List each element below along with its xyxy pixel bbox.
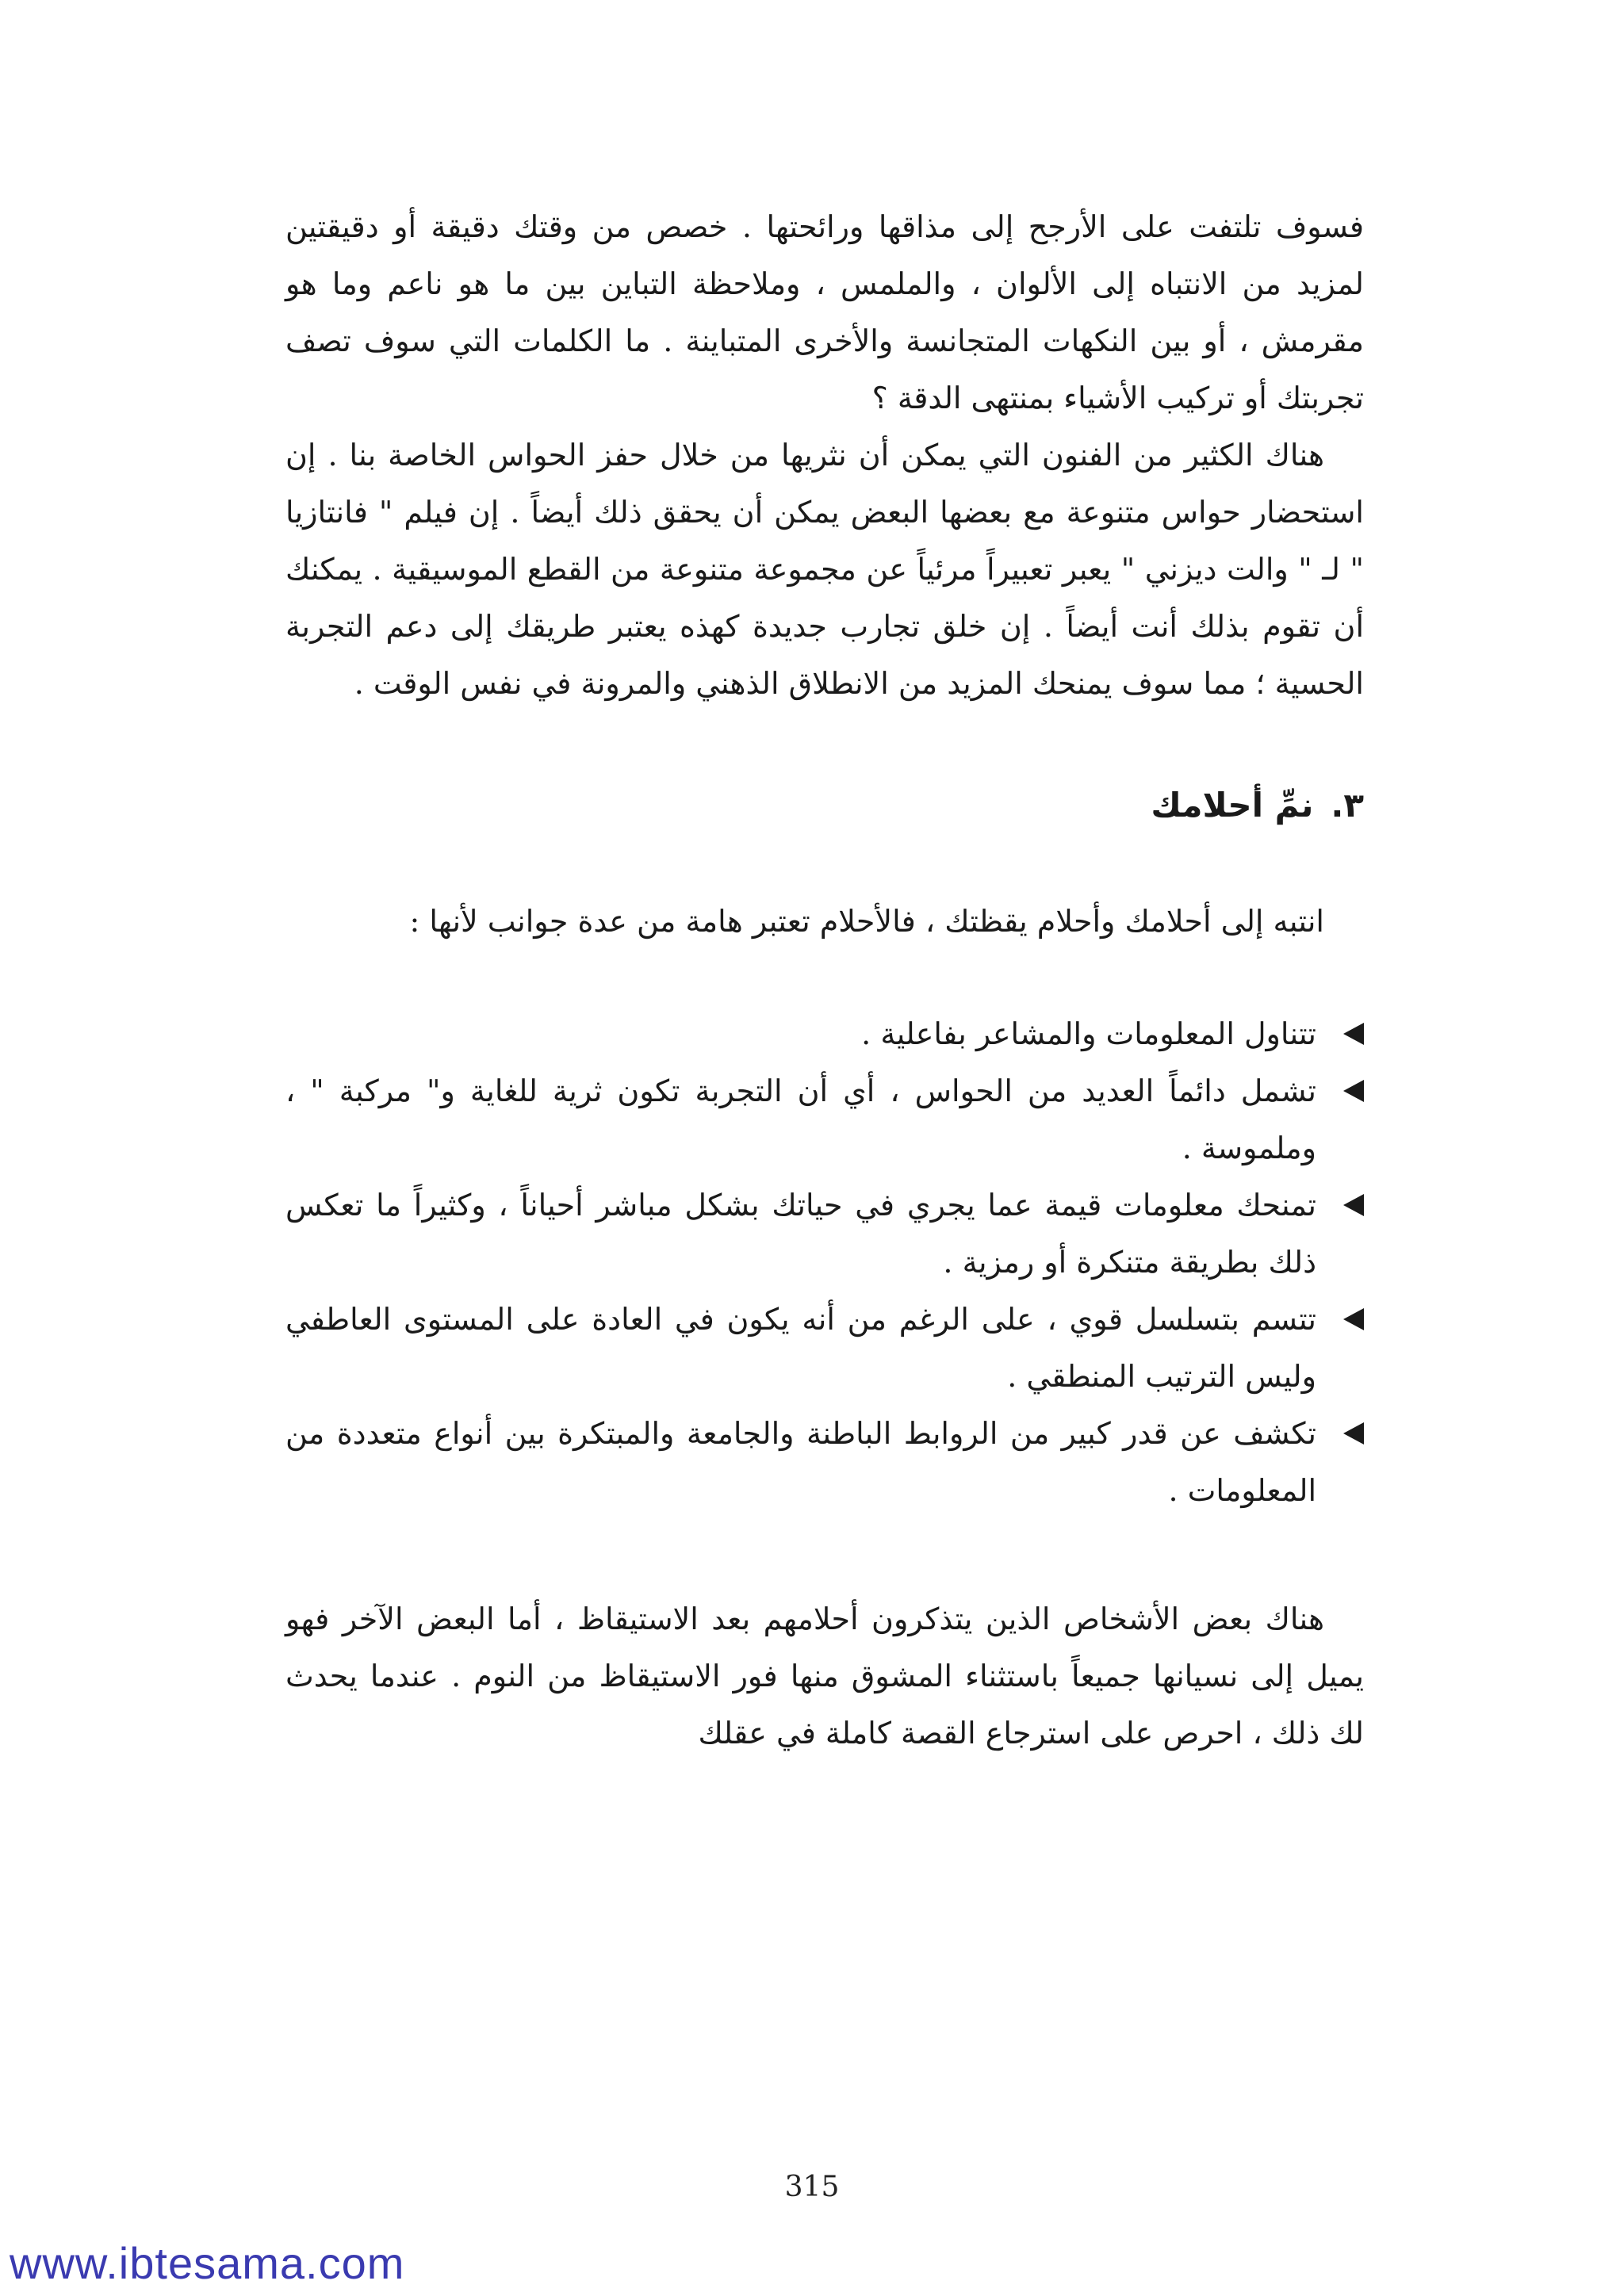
section-intro: انتبه إلى أحلامك وأحلام يقظتك ، فالأحلام تعتبر هامة من عدة جوانب لأنها : (409, 904, 1324, 939)
list-item (285, 1005, 1364, 1062)
left-pointing-triangle-icon (1316, 1405, 1364, 1462)
list-item (285, 1177, 1364, 1291)
left-pointing-triangle-icon (1316, 1005, 1364, 1062)
section-heading (285, 782, 1364, 829)
section-title: نمِّ أحلامك (1151, 786, 1314, 825)
left-pointing-triangle-icon (1316, 1177, 1364, 1234)
section-number: ٣. (1331, 786, 1364, 825)
paragraph-remembering-dreams: هناك بعض الأشخاص الذين يتذكرون أحلامهم بعد الاستيقاظ ، أما البعض الآخر فهو يميل إلى نسيانها جميعاً باستثناء المشوق منها فور الاستيقاظ من النوم . عندما يحدث لك ذلك ، احرص على استرجاع القصة كاملة في عقلك (285, 1601, 1364, 1751)
list-item-text: تمنحك معلومات قيمة عما يجري في حياتك بشكل مباشر أحياناً ، وكثيراً ما تعكس ذلك بطريقة متنكرة أو رمزية . (285, 1188, 1316, 1280)
watermark-url: www.ibtesama.com (10, 2238, 405, 2288)
list-item (285, 1405, 1364, 1519)
left-pointing-triangle-icon (1316, 1062, 1364, 1119)
paragraph-arts-senses: هناك الكثير من الفنون التي يمكن أن نثريها من خلال حفز الحواس الخاصة بنا . إن استحضار حواس متنوعة مع بعضها البعض يمكن أن يحقق ذلك أيضاً . إن فيلم " فانتازيا " لـ " والت ديزني " يعبر تعبيراً مرئياً عن مجموعة متنوعة من القطع الموسيقية . يمكنك أن تقوم بذلك أنت أيضاً . إن خلق تجارب جديدة كهذه يعتبر طريقك إلى دعم التجربة الحسية ؛ مما سوف يمنحك المزيد من الانطلاق الذهني والمرونة في نفس الوقت . (285, 438, 1364, 701)
dream-benefits-list (285, 1005, 1364, 1519)
list-item-text: تتناول المعلومات والمشاعر بفاعلية . (861, 1016, 1316, 1051)
paragraph-senses-taste: فسوف تلتفت على الأرجح إلى مذاقها ورائحتها . خصص من وقتك دقيقة أو دقيقتين لمزيد من الانتباه إلى الألوان ، والملمس ، وملاحظة التباين بين ما هو ناعم وما هو مقرمش ، أو بين النكهات المتجانسة والأخرى المتباينة . ما الكلمات التي سوف تصف تجربتك أو تركيب الأشياء بمنتهى الدقة ؟ (285, 209, 1364, 415)
list-item (285, 1062, 1364, 1177)
left-pointing-triangle-icon (1316, 1291, 1364, 1348)
list-item (285, 1291, 1364, 1405)
list-item-text: تشمل دائماً العديد من الحواس ، أي أن التجربة تكون ثرية للغاية و" مركبة " ، وملموسة . (285, 1073, 1316, 1165)
list-item-text: تكشف عن قدر كبير من الروابط الباطنة والجامعة والمبتكرة بين أنواع متعددة من المعلومات . (285, 1416, 1316, 1508)
page-number: 315 (784, 2171, 840, 2203)
list-item-text: تتسم بتسلسل قوي ، على الرغم من أنه يكون في العادة على المستوى العاطفي وليس الترتيب المنطقي . (285, 1302, 1316, 1394)
page-content (285, 198, 1364, 1762)
